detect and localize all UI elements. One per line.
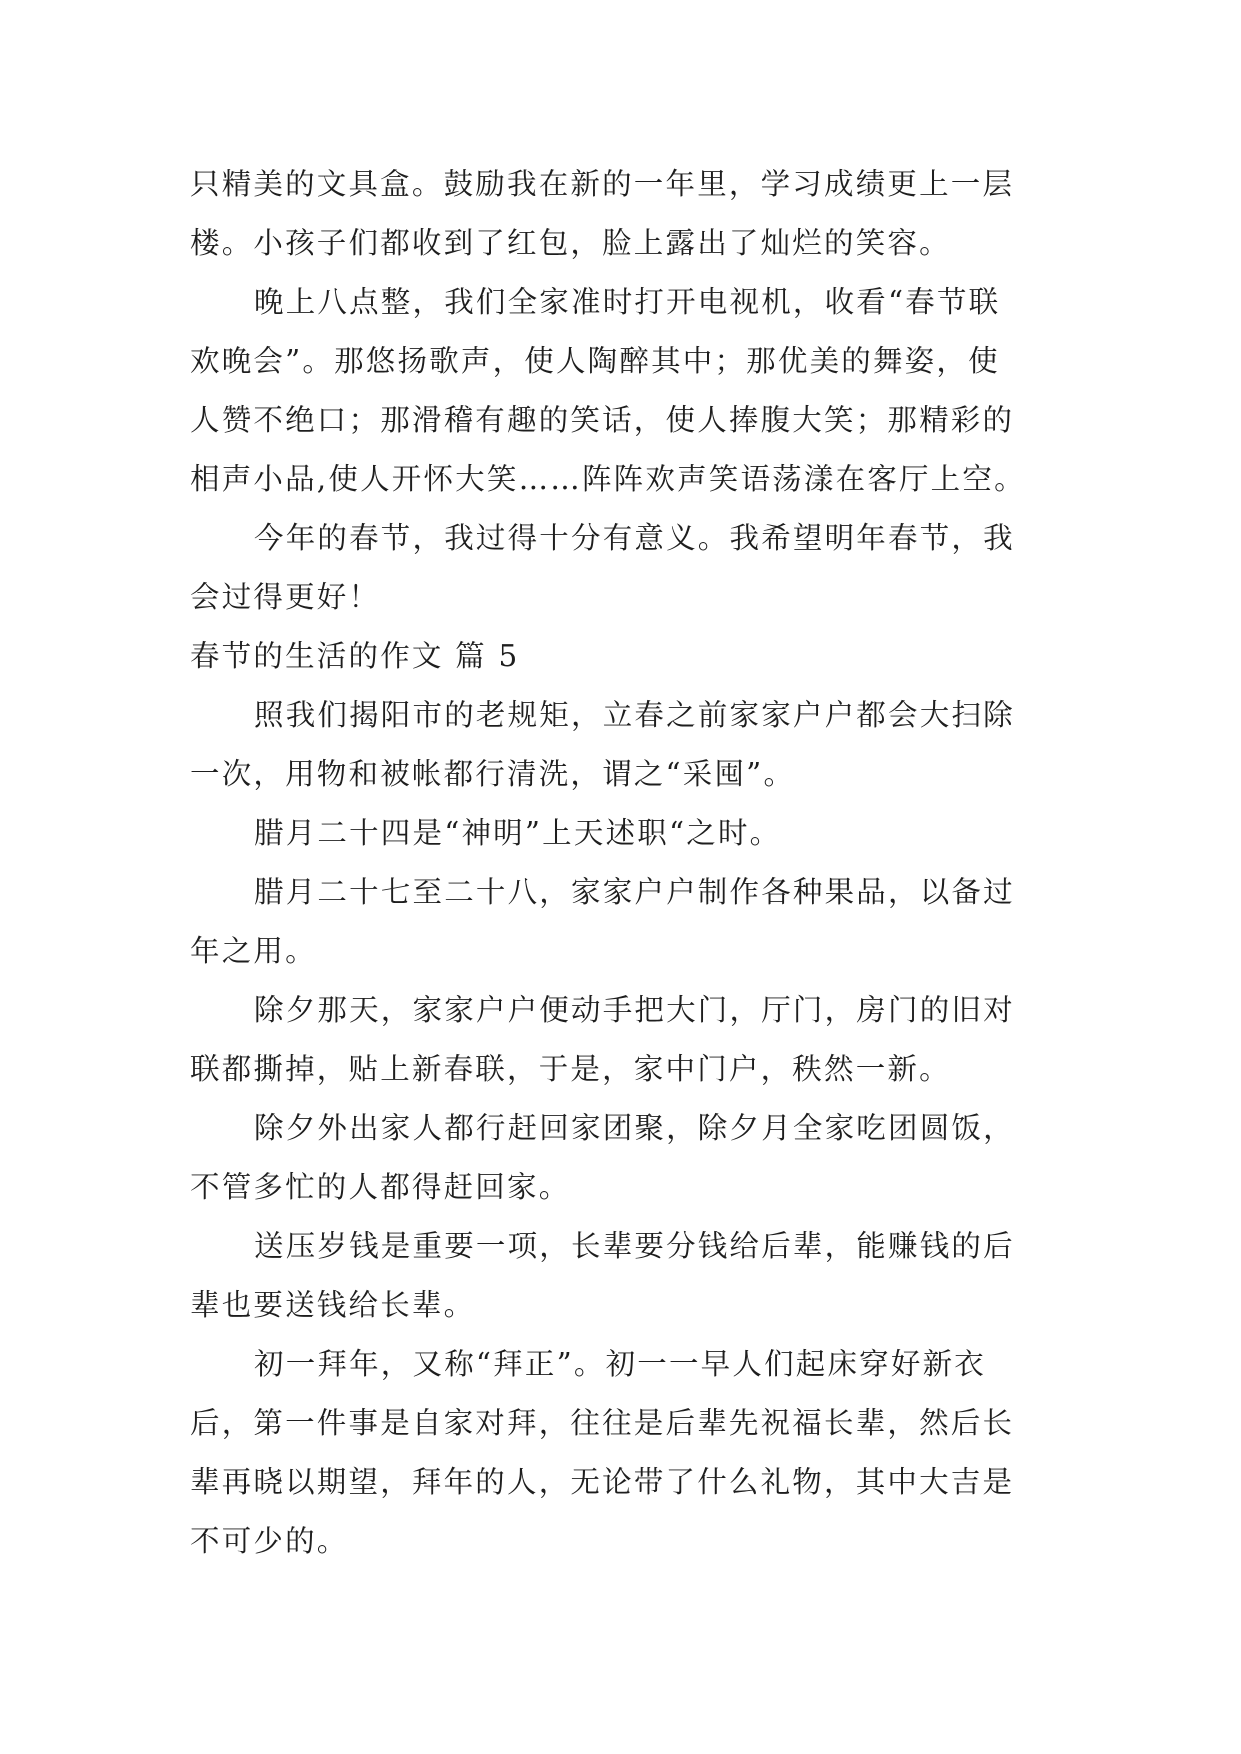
text-line: 除夕那天，家家户户便动手把大门，厅门，房门的旧对 xyxy=(254,993,1015,1027)
paragraph-new-year-visit xyxy=(190,1335,1055,1571)
paragraph-continuation xyxy=(190,155,1055,273)
text-line: 只精美的文具盒。鼓励我在新的一年里，学习成绩更上一层 xyxy=(190,167,1015,201)
text-line: 辈再晓以期望，拜年的人，无论带了什么礼物，其中大吉是 xyxy=(190,1465,1015,1499)
paragraph-red-envelope xyxy=(190,1217,1055,1335)
text-line: 辈也要送钱给长辈。 xyxy=(190,1288,476,1322)
text-line: 一次，用物和被帐都行清洗，谓之“采囤”。 xyxy=(190,757,796,791)
paragraph-couplets xyxy=(190,981,1055,1099)
text-line: 不可少的。 xyxy=(190,1524,349,1558)
text-line: 腊月二十四是“神明”上天述职“之时。 xyxy=(254,816,782,850)
paragraph-24th xyxy=(190,804,1055,863)
text-line: 年之用。 xyxy=(190,934,317,968)
text-line: 相声小品,使人开怀大笑……阵阵欢声笑语荡漾在客厅上空。 xyxy=(190,462,1026,496)
text-line: 腊月二十七至二十八，家家户户制作各种果品，以备过 xyxy=(254,875,1015,909)
text-line: 楼。小孩子们都收到了红包，脸上露出了灿烂的笑容。 xyxy=(190,226,951,260)
text-line: 除夕外出家人都行赶回家团聚，除夕月全家吃团圆饭， xyxy=(254,1111,1015,1145)
text-line: 欢晚会”。那悠扬歌声，使人陶醉其中；那优美的舞姿，使 xyxy=(190,344,1000,378)
text-line: 今年的春节，我过得十分有意义。我希望明年春节，我 xyxy=(254,521,1015,555)
paragraph-meaningful xyxy=(190,509,1055,627)
paragraph-gala xyxy=(190,273,1055,509)
paragraph-27th xyxy=(190,863,1055,981)
text-line: 不管多忙的人都得赶回家。 xyxy=(190,1170,571,1204)
text-line: 晚上八点整，我们全家准时打开电视机，收看“春节联 xyxy=(254,285,1001,319)
paragraph-reunion xyxy=(190,1099,1055,1217)
section-heading xyxy=(190,627,1055,686)
text-line: 联都撕掉，贴上新春联，于是，家中门户，秩然一新。 xyxy=(190,1052,951,1086)
text-line: 初一拜年，又称“拜正”。初一一早人们起床穿好新衣 xyxy=(254,1347,986,1381)
paragraph-cleaning xyxy=(190,686,1055,804)
text-line: 人赞不绝口；那滑稽有趣的笑话，使人捧腹大笑；那精彩的 xyxy=(190,403,1015,437)
text-line: 后，第一件事是自家对拜，往往是后辈先祝福长辈，然后长 xyxy=(190,1406,1015,1440)
heading-text: 春节的生活的作文 篇 5 xyxy=(190,639,520,673)
document-body xyxy=(190,155,1055,1571)
text-line: 会过得更好！ xyxy=(190,580,381,614)
text-line: 送压岁钱是重要一项，长辈要分钱给后辈，能赚钱的后 xyxy=(254,1229,1015,1263)
text-line: 照我们揭阳市的老规矩，立春之前家家户户都会大扫除 xyxy=(254,698,1015,732)
